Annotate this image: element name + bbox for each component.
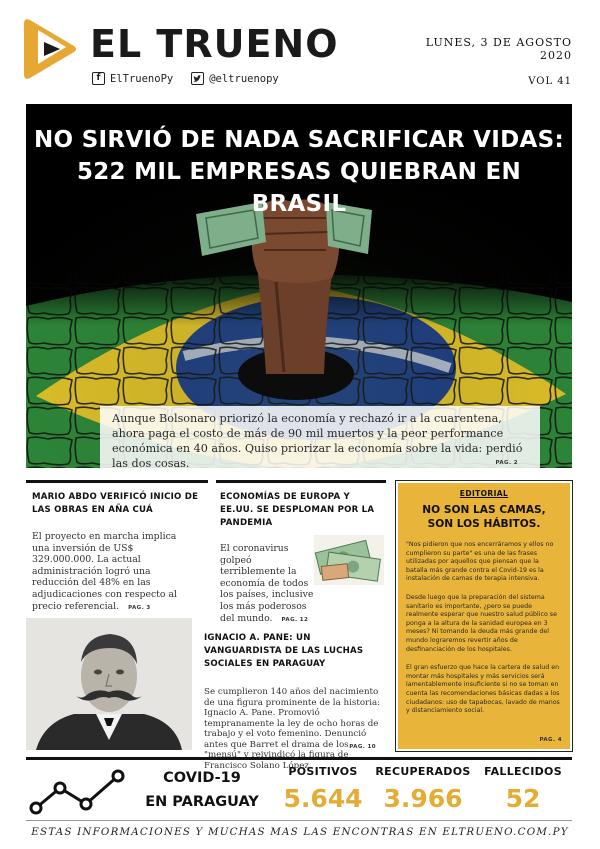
facebook-icon: f <box>92 72 105 85</box>
article-economias[interactable] <box>216 480 386 624</box>
logo-icon <box>22 16 80 82</box>
money-image <box>314 535 384 585</box>
issue-date-line2: 2020 <box>540 49 572 62</box>
editorial-title[interactable] <box>406 503 562 531</box>
stat-fallecidos-value: 52 <box>505 784 541 813</box>
editorial-paragraph-1: "Nos pidieron que nos encerráramos y ellos no cumplieron su parte" es una de las frases utilizadas por aquellos que piensan que la batalla más grande contra el Covid-19 es la instalación de camas de terapia intensiva. <box>406 541 554 583</box>
article-pane[interactable] <box>200 618 386 771</box>
stat-positivos-label: POSITIVOS <box>288 765 358 778</box>
article-pane-page-ref: PAG. 10 <box>349 744 376 750</box>
editorial-tag: EDITORIAL <box>459 489 509 498</box>
editorial-title-line2: SON LOS HÁBITOS. <box>427 518 541 530</box>
covid-title-line1: COVID-19 <box>163 770 241 786</box>
twitter-handle: @eltruenopy <box>209 72 279 85</box>
pane-portrait <box>26 618 192 750</box>
stat-fallecidos-label: FALLECIDOS <box>484 765 562 778</box>
article-obras[interactable] <box>26 480 208 610</box>
stat-positivos-value: 5.644 <box>283 784 363 813</box>
editorial-paragraph-2: Desde luego que la preparación del sistema sanitario es importante, ¿pero se puede realmente esperar que nuestro salud público se ponga a la altura de la sanidad europea en 3 meses? Ni tomando la deuda más grande del mundo lograremos revertir años de desfinanciación de los hospitales. <box>406 593 557 653</box>
issue-date-line1: LUNES, 3 DE AGOSTO <box>425 36 572 49</box>
stat-recuperados-label: RECUPERADOS <box>375 765 471 778</box>
article-obras-body <box>32 531 190 614</box>
stat-fallecidos <box>480 765 566 813</box>
article-obras-title[interactable]: MARIO ABDO VERIFICÓ INICIO DE LAS OBRAS EN AÑA CUÁ <box>32 492 199 515</box>
footer-divider <box>26 820 572 821</box>
article-economias-body <box>220 543 316 626</box>
article-economias-text: El coronavirus golpeó terriblemente la economía de todos los países, inclusive los más poderosos del mundo. <box>220 543 314 624</box>
article-pane-title[interactable]: IGNACIO A. PANE: UN VANGUARDISTA DE LAS LUCHAS SOCIALES EN PARAGUAY <box>204 633 364 669</box>
trend-line-icon <box>26 766 136 818</box>
editorial-page-ref: PAG. 4 <box>539 737 562 743</box>
issue-volume: VOL 41 <box>528 76 572 87</box>
brand-name: EL TRUENO <box>90 22 339 66</box>
editorial-paragraph-3: El gran esfuerzo que hace la cartera de salud en montar más hospitales y más servicios será lamentablemente insuficiente si no se toman en cuenta las recomendaciones básicas dadas a los ciudadanos: uso de tapabocas, lavado de manos y distanciamiento social. <box>406 664 560 715</box>
facebook-handle: ElTruenoPy <box>110 72 174 85</box>
article-obras-page-ref: PAG. 3 <box>128 604 151 611</box>
hero-caption-text: Aunque Bolsonaro priorizó la economía y rechazó ir a la cuarentena, ahora paga el costo de más de 90 mil muertos y la peor performance económica en 40 años. Quiso priorizar la economía sobre la vida: perdió las dos cosas. <box>112 412 523 468</box>
hero-headline-line2: 522 MIL EMPRESAS QUIEBRAN EN BRASIL <box>76 159 522 217</box>
facebook-link[interactable] <box>92 72 173 85</box>
article-obras-text: El proyecto en marcha implica una inversión de US$ 329.000.000. La actual administración logró una reducción del 48% en las adjudicaciones con respecto al precio referencial. <box>32 531 177 612</box>
stat-positivos <box>280 765 366 813</box>
issue-date <box>426 36 572 62</box>
hero-headline-line1: NO SIRVIÓ DE NADA SACRIFICAR VIDAS: <box>33 127 564 153</box>
article-economias-title[interactable]: ECONOMÍAS DE EUROPA Y EE.UU. SE DESPLOMAN POR LA PANDEMIA <box>220 492 375 528</box>
hero-page-ref: PAG. 2 <box>495 460 518 466</box>
twitter-icon <box>191 72 204 85</box>
editorial-title-line1: NO SON LAS CAMAS, <box>422 504 546 516</box>
social-links <box>92 72 279 85</box>
stat-recuperados-value: 3.966 <box>383 784 463 813</box>
editorial-panel <box>398 483 570 749</box>
covid-title <box>132 766 272 814</box>
footer-text[interactable]: ESTAS INFORMACIONES Y MUCHAS MAS LAS ENCONTRAS EN ELTRUENO.COM.PY <box>31 826 569 838</box>
stats-divider <box>26 757 572 760</box>
twitter-link[interactable] <box>191 72 279 85</box>
stat-recuperados <box>375 765 471 813</box>
article-economias-page-ref: PAG. 12 <box>281 616 309 623</box>
hero-headline[interactable] <box>26 124 572 220</box>
covid-title-line2: EN PARAGUAY <box>145 794 259 810</box>
hero-caption <box>100 406 540 468</box>
editorial-box[interactable] <box>395 480 573 752</box>
article-pane-body: Se cumplieron 140 años del nacimiento de una figura prominente de la historia: Ignacio A. Pane. Promovió tempranamente la ley de ocho horas de trabajo y el voto femenino. Denunció antes que Barret el drama de los "mensú" y reivindicó la figura de Francisco Solano López. <box>204 687 381 771</box>
hero-story[interactable] <box>26 104 572 468</box>
